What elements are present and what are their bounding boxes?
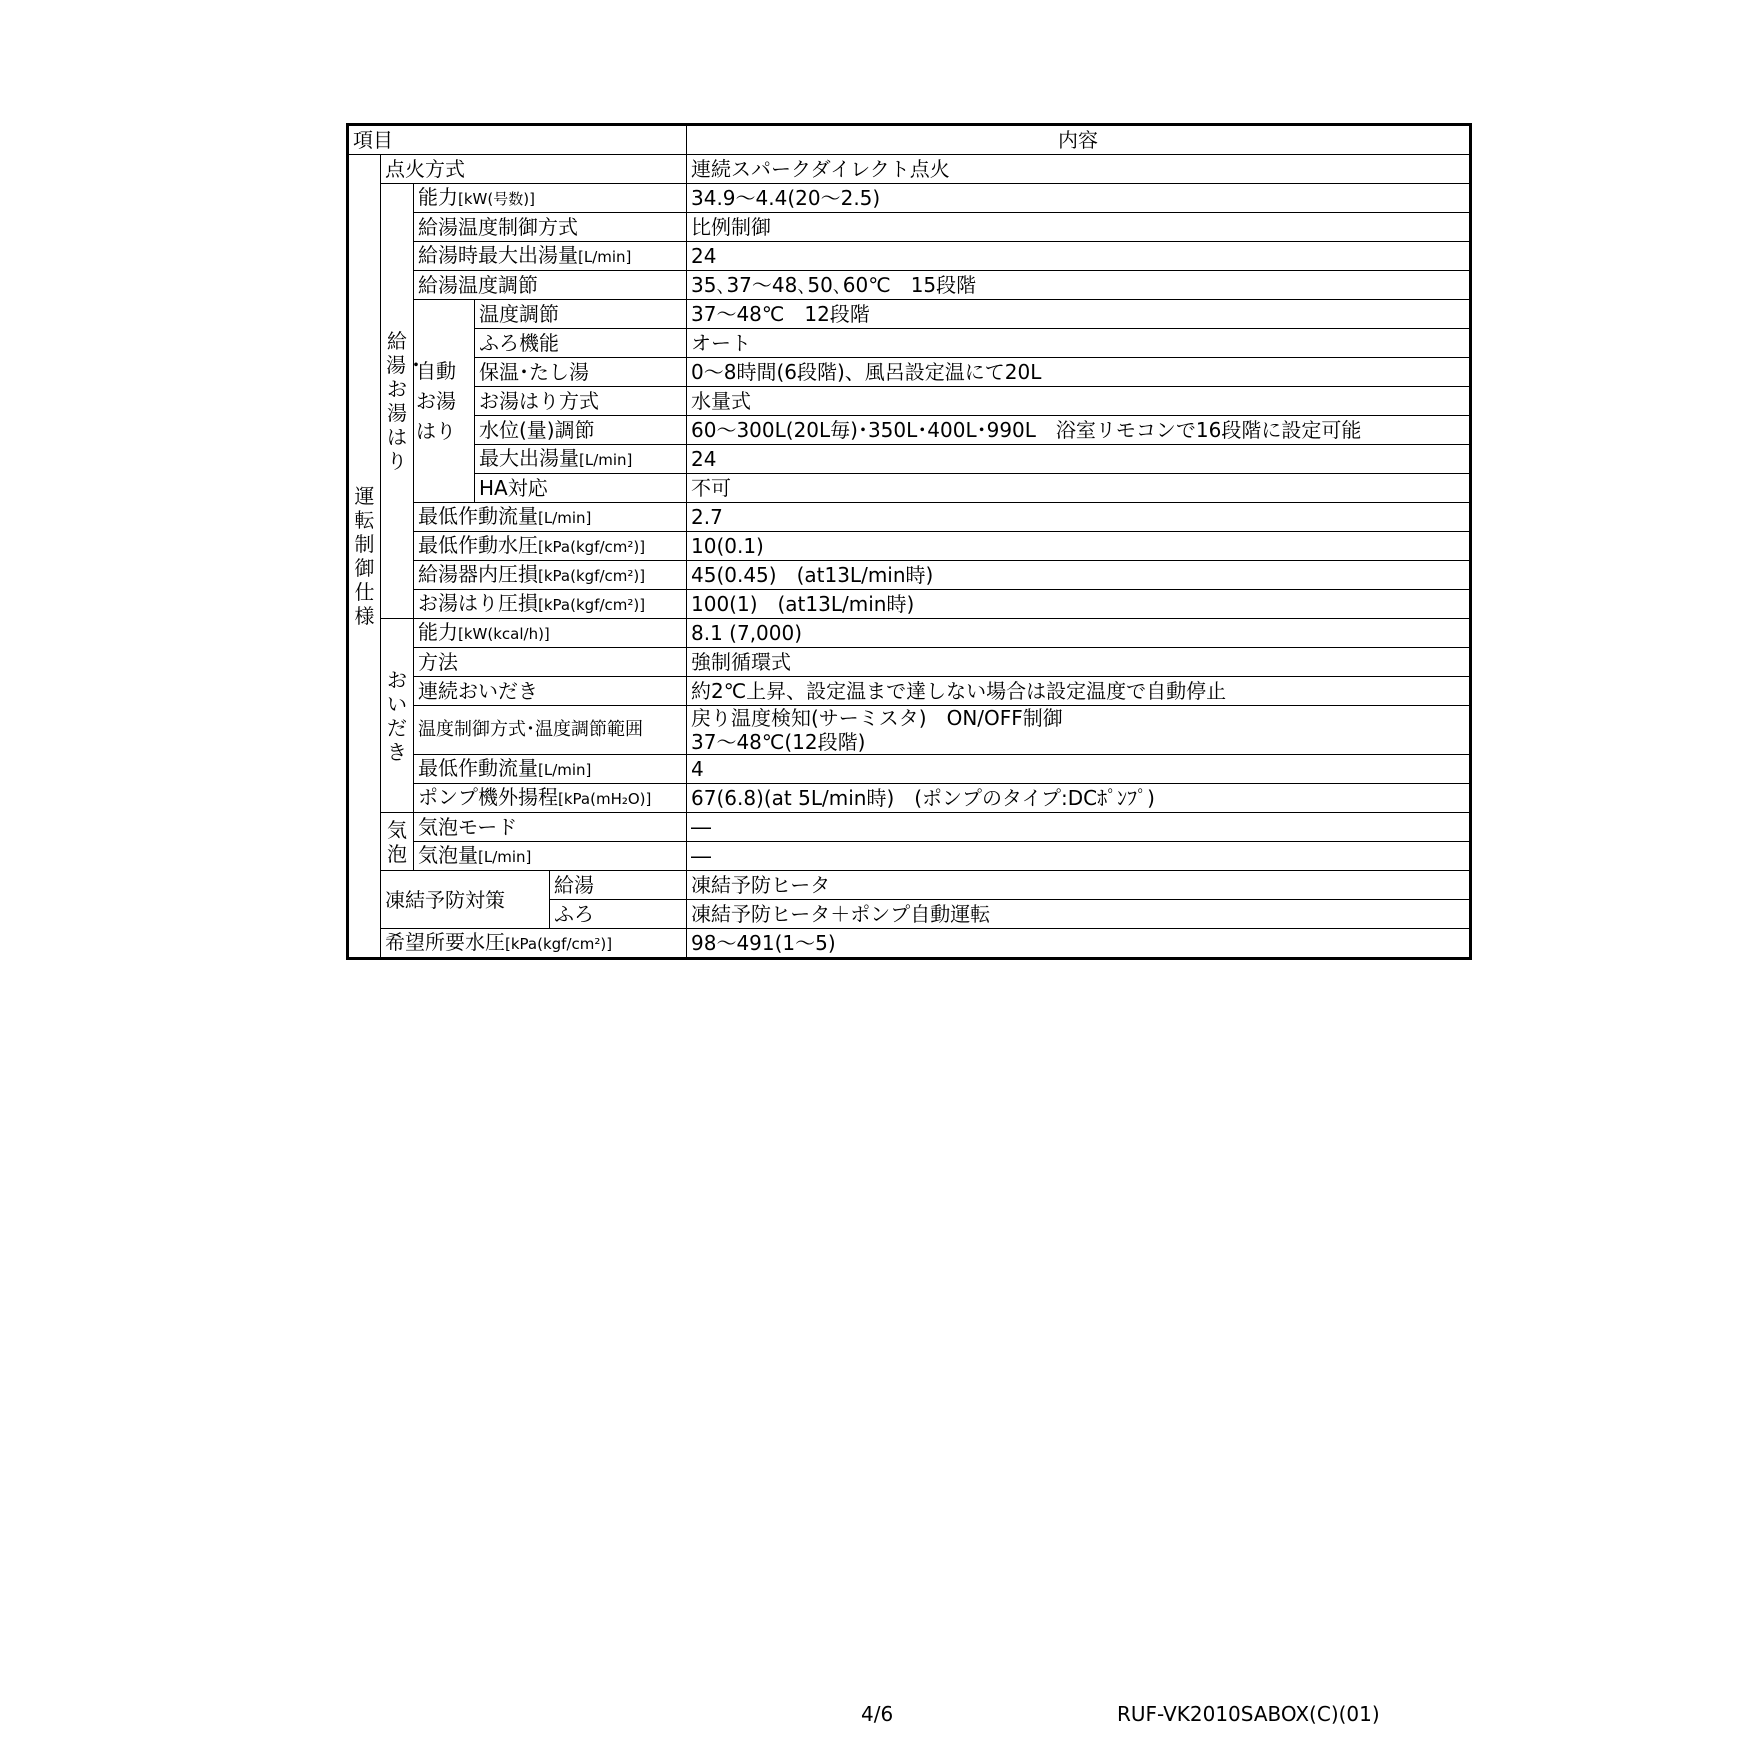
row-value: 比例制御 bbox=[687, 213, 1471, 242]
row-value: 24 bbox=[687, 445, 1471, 474]
row-t-kyuto bbox=[348, 871, 1471, 900]
row-value: ― bbox=[687, 813, 1471, 842]
row-label: 温度調節 bbox=[475, 300, 687, 329]
row-label: ポンプ機外揚程[kPa(mH₂O)] bbox=[414, 784, 687, 813]
group-toketsu-label: 凍結予防対策 bbox=[381, 871, 550, 929]
row-value: オート bbox=[687, 329, 1471, 358]
row-value: 8.1 (7,000) bbox=[687, 619, 1471, 648]
row-label: 給湯器内圧損[kPa(kgf/cm²)] bbox=[414, 561, 687, 590]
row-value: 強制循環式 bbox=[687, 648, 1471, 677]
row-value: 34.9～4.4(20～2.5) bbox=[687, 184, 1471, 213]
row-label: 最低作動流量[L/min] bbox=[414, 503, 687, 532]
header-content: 内容 bbox=[687, 125, 1471, 155]
header-item: 項目 bbox=[348, 125, 687, 155]
row-a-hoon bbox=[348, 358, 1471, 387]
row-a-suii bbox=[348, 416, 1471, 445]
row-o-hoho bbox=[348, 648, 1471, 677]
group-oidaki-label: おいだき bbox=[381, 619, 414, 813]
row-label: 希望所要水圧[kPa(kgf/cm²)] bbox=[381, 929, 687, 959]
row-label: 給湯温度調節 bbox=[414, 271, 687, 300]
row-suiatsu bbox=[348, 532, 1471, 561]
row-label: 温度制御方式･温度調節範囲 bbox=[414, 706, 687, 755]
row-label: ふろ機能 bbox=[475, 329, 687, 358]
row-label: 点火方式 bbox=[381, 155, 687, 184]
row-label: 最低作動水圧[kPa(kgf/cm²)] bbox=[414, 532, 687, 561]
row-seigyo bbox=[348, 213, 1471, 242]
row-a-ondo bbox=[348, 300, 1471, 329]
spec-table bbox=[346, 123, 1472, 960]
row-label: お湯はり方式 bbox=[475, 387, 687, 416]
row-value: 37～48℃ 12段階 bbox=[687, 300, 1471, 329]
row-a-ha bbox=[348, 474, 1471, 503]
header-row bbox=[348, 125, 1471, 155]
group-kiho-label: 気泡 bbox=[381, 813, 414, 871]
row-k-mode bbox=[348, 813, 1471, 842]
row-label: 保温･たし湯 bbox=[475, 358, 687, 387]
row-label: お湯はり圧損[kPa(kgf/cm²)] bbox=[414, 590, 687, 619]
row-value: 98～491(1～5) bbox=[687, 929, 1471, 959]
row-value: ― bbox=[687, 842, 1471, 871]
row-label: 連続おいだき bbox=[414, 677, 687, 706]
row-value: 24 bbox=[687, 242, 1471, 271]
row-value: 不可 bbox=[687, 474, 1471, 503]
row-label: 給湯時最大出湯量[L/min] bbox=[414, 242, 687, 271]
row-label: ふろ bbox=[550, 900, 687, 929]
row-kibo bbox=[348, 929, 1471, 959]
group-auto-label: 自動お湯はり bbox=[414, 300, 475, 503]
row-value: 100(1) (at13L/min時) bbox=[687, 590, 1471, 619]
row-a-furo bbox=[348, 329, 1471, 358]
row-value: 10(0.1) bbox=[687, 532, 1471, 561]
row-k-ryo bbox=[348, 842, 1471, 871]
row-ryuryo bbox=[348, 503, 1471, 532]
row-value bbox=[687, 706, 1471, 755]
row-label: 最低作動流量[L/min] bbox=[414, 755, 687, 784]
row-value: 45(0.45) (at13L/min時) bbox=[687, 561, 1471, 590]
row-label: 給湯 bbox=[550, 871, 687, 900]
row-label: 能力[kW(号数)] bbox=[414, 184, 687, 213]
row-value: 0～8時間(6段階)、風呂設定温にて20L bbox=[687, 358, 1471, 387]
row-saidai bbox=[348, 242, 1471, 271]
page-number: 4/6 bbox=[861, 1702, 894, 1726]
row-ondo-chosetsu bbox=[348, 271, 1471, 300]
row-value: 67(6.8)(at 5L/min時) (ポンプのタイプ:DCﾎﾟﾝﾌﾟ) bbox=[687, 784, 1471, 813]
row-o-ryuryo bbox=[348, 755, 1471, 784]
row-value: 水量式 bbox=[687, 387, 1471, 416]
row-o-renzoku bbox=[348, 677, 1471, 706]
row-value: 凍結予防ヒータ＋ポンプ自動運転 bbox=[687, 900, 1471, 929]
row-label: 最大出湯量[L/min] bbox=[475, 445, 687, 474]
row-o-noryoku bbox=[348, 619, 1471, 648]
row-label: HA対応 bbox=[475, 474, 687, 503]
group-kyuto-label: 給湯・お湯はり bbox=[381, 184, 414, 619]
row-oyuatsu bbox=[348, 590, 1471, 619]
row-value-line1: 戻り温度検知(サーミスタ) ON/OFF制御 bbox=[691, 706, 1063, 730]
row-naiatsu bbox=[348, 561, 1471, 590]
row-o-ondo bbox=[348, 706, 1471, 755]
row-label: 能力[kW(kcal/h)] bbox=[414, 619, 687, 648]
row-label: 方法 bbox=[414, 648, 687, 677]
row-label: 給湯温度制御方式 bbox=[414, 213, 687, 242]
row-value: 35､37～48､50､60℃ 15段階 bbox=[687, 271, 1471, 300]
row-value: 凍結予防ヒータ bbox=[687, 871, 1471, 900]
row-value: 2.7 bbox=[687, 503, 1471, 532]
row-label: 気泡量[L/min] bbox=[414, 842, 687, 871]
row-o-pump bbox=[348, 784, 1471, 813]
model-code: RUF-VK2010SABOX(C)(01) bbox=[1117, 1702, 1380, 1726]
row-value: 60～300L(20L毎)･350L･400L･990L 浴室リモコンで16段階に設定可能 bbox=[687, 416, 1471, 445]
row-a-saidai bbox=[348, 445, 1471, 474]
row-value: 約2℃上昇、設定温まで達しない場合は設定温度で自動停止 bbox=[687, 677, 1471, 706]
row-a-hoshiki bbox=[348, 387, 1471, 416]
row-tenka bbox=[348, 155, 1471, 184]
row-noryoku bbox=[348, 184, 1471, 213]
group-main-label: 運転制御仕様 bbox=[348, 155, 381, 959]
row-value: 連続スパークダイレクト点火 bbox=[687, 155, 1471, 184]
row-label: 気泡モード bbox=[414, 813, 687, 842]
row-value: 4 bbox=[687, 755, 1471, 784]
row-value-line2: 37～48℃(12段階) bbox=[691, 730, 866, 754]
row-label: 水位(量)調節 bbox=[475, 416, 687, 445]
